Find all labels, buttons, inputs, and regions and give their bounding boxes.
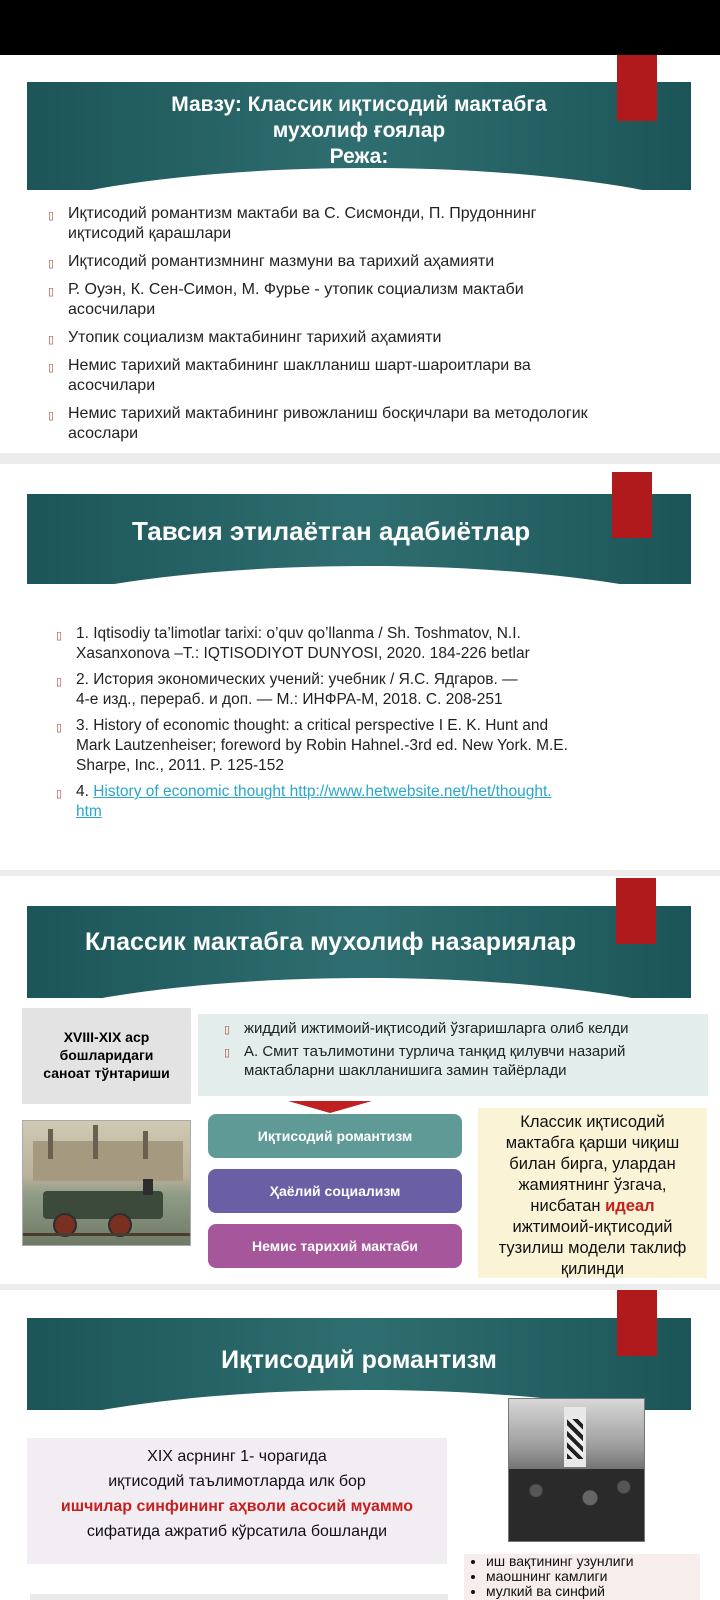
list-item: ▯ Р. Оуэн, К. Сен-Симон, М. Фурье - утопик социализм мактаби асосчилари (48, 281, 524, 318)
highlight-ideal: идеал (605, 1197, 655, 1215)
industrial-revolution-box: XVIII-XIX аср бошларидаги саноат тўнтариши (22, 1008, 191, 1104)
bullet-icon: ▯ (48, 286, 55, 298)
problems-box (464, 1554, 700, 1600)
consequences-box (198, 1014, 708, 1096)
slide-literature (0, 464, 720, 870)
slide-title-banner (27, 906, 691, 998)
bullet-icon: ▯ (56, 676, 63, 688)
bullet-icon: ▯ (48, 334, 55, 346)
list-item: ▯ Иқтисодий романтизмнинг мазмуни ва тарихий аҳамияти (48, 252, 688, 272)
slide-plan (0, 55, 720, 453)
workers-crowd-picture (508, 1398, 645, 1542)
red-tab (617, 55, 657, 121)
red-tab (616, 878, 656, 944)
bullet-icon: ▯ (56, 630, 63, 642)
list-item: ▯ Немис тарихий мактабининг шаклланиш шарт-шароитлари ва асосчилари (48, 357, 531, 394)
slide-title: Классик мактабга мухолиф назариялар (85, 928, 577, 956)
slide-title-banner (27, 1318, 691, 1410)
bullet-icon: ▯ (224, 1047, 231, 1059)
list-item: ▯ Немис тарихий мактабининг ривожланиш босқичлари ва методологик асослари (48, 405, 588, 442)
slide-title: Иқтисодий романтизм (221, 1346, 497, 1374)
slide-romanticism (0, 1290, 720, 1600)
list-item: ▯ 2. История экономических учений: учебник / Я.С. Ядгаров. — 4-е изд., перераб. и доп. — М.: ИНФРА-М, 2018. С. 208-251 (56, 671, 518, 708)
list-item: • маошнинг камлиги (486, 1569, 700, 1584)
bullet-icon: ▯ (56, 788, 63, 800)
slide-title: Мавзу: Классик иқтисодий мактабга мухолиф ғоялар Режа: (171, 93, 547, 168)
bullet-icon: ▯ (224, 1024, 231, 1036)
list-item: ▯ Утопик социализм мактабининг тарихий аҳамияти (48, 328, 688, 348)
red-tab (617, 1290, 657, 1356)
reference-link-cont[interactable]: htm (76, 803, 102, 820)
list-item: ▯ А. Смит таълимотини турлича танқид қилувчи назарий мактабларни шаклланишига замин тайёрлади (224, 1043, 626, 1079)
reference-link[interactable]: History of economic thought http://www.hetwebsite.net/het/thought. (93, 783, 552, 800)
red-tab (612, 472, 652, 538)
bullet-icon: ▯ (48, 210, 55, 222)
pill-german-historical-school: Немис тарихий мактаби (208, 1224, 462, 1268)
bullet-icon: ▯ (56, 722, 63, 734)
list-item: • мулкий ва синфий (486, 1584, 700, 1599)
literature-list (56, 624, 666, 822)
industry-picture (22, 1120, 191, 1246)
list-item: ▯ Иқтисодий романтизм мактаби ва С. Сисмонди, П. Прудоннинг иқтисодий қарашлари (48, 205, 537, 242)
list-item: • иш вақтининг узунлиги (486, 1554, 700, 1569)
bottom-box (30, 1594, 448, 1600)
status-bar (0, 0, 720, 55)
list-item: ▯ 3. History of economic thought: a critical perspective I E. K. Hunt and Mark Lautzenheiser; foreword by Robin Hahnel.-3rd ed. New York. M.E. Sharpe, Inc., 2011. P. 125-152 (56, 717, 568, 774)
highlight-text: ишчилар синфининг аҳволи асосий муаммо (60, 1498, 414, 1515)
list-item: ▯ жиддий ижтимоий-иқтисодий ўзгаришларга олиб келди (224, 1019, 704, 1038)
list-item: ▯ 4. History of economic thought http://www.hetwebsite.net/het/thought. htm (56, 783, 552, 820)
list-item: ▯ 1. Iqtisodiy ta’limotlar tarixi: o’quv qo’llanma / Sh. Toshmatov, N.I. Xasanxonova –T.: IQTISODIYOT DUNYOSI, 2020. 184-226 betlar (56, 625, 530, 662)
slide-title-banner (27, 82, 691, 190)
bullet-icon: ▯ (48, 362, 55, 374)
slide-opposing-theories (0, 876, 720, 1284)
slide-title: Тавсия этилаётган адабиётлар (132, 516, 531, 546)
ideal-model-box: Классик иқтисодий мактабга қарши чиқиш билан бирга, улардан жамиятнинг ўзгача, нисбатан идеал ижтимоий-иқтисодий тузилиш модели таклиф қилинди (478, 1108, 707, 1278)
slide-title-banner (27, 494, 691, 584)
plan-list (48, 204, 688, 444)
down-arrow (288, 1101, 372, 1113)
pill-utopian-socialism: Ҳаёлий социализм (208, 1169, 462, 1213)
romanticism-info-box: XIX асрнинг 1- чорагида иқтисодий таълимотларда илк бор ишчилар синфининг аҳволи асосий муаммо сифатида ажратиб кўрсатила бошланди (27, 1438, 447, 1564)
bullet-icon: ▯ (48, 258, 55, 270)
pill-romanticism: Иқтисодий романтизм (208, 1114, 462, 1158)
bullet-icon: ▯ (48, 410, 55, 422)
